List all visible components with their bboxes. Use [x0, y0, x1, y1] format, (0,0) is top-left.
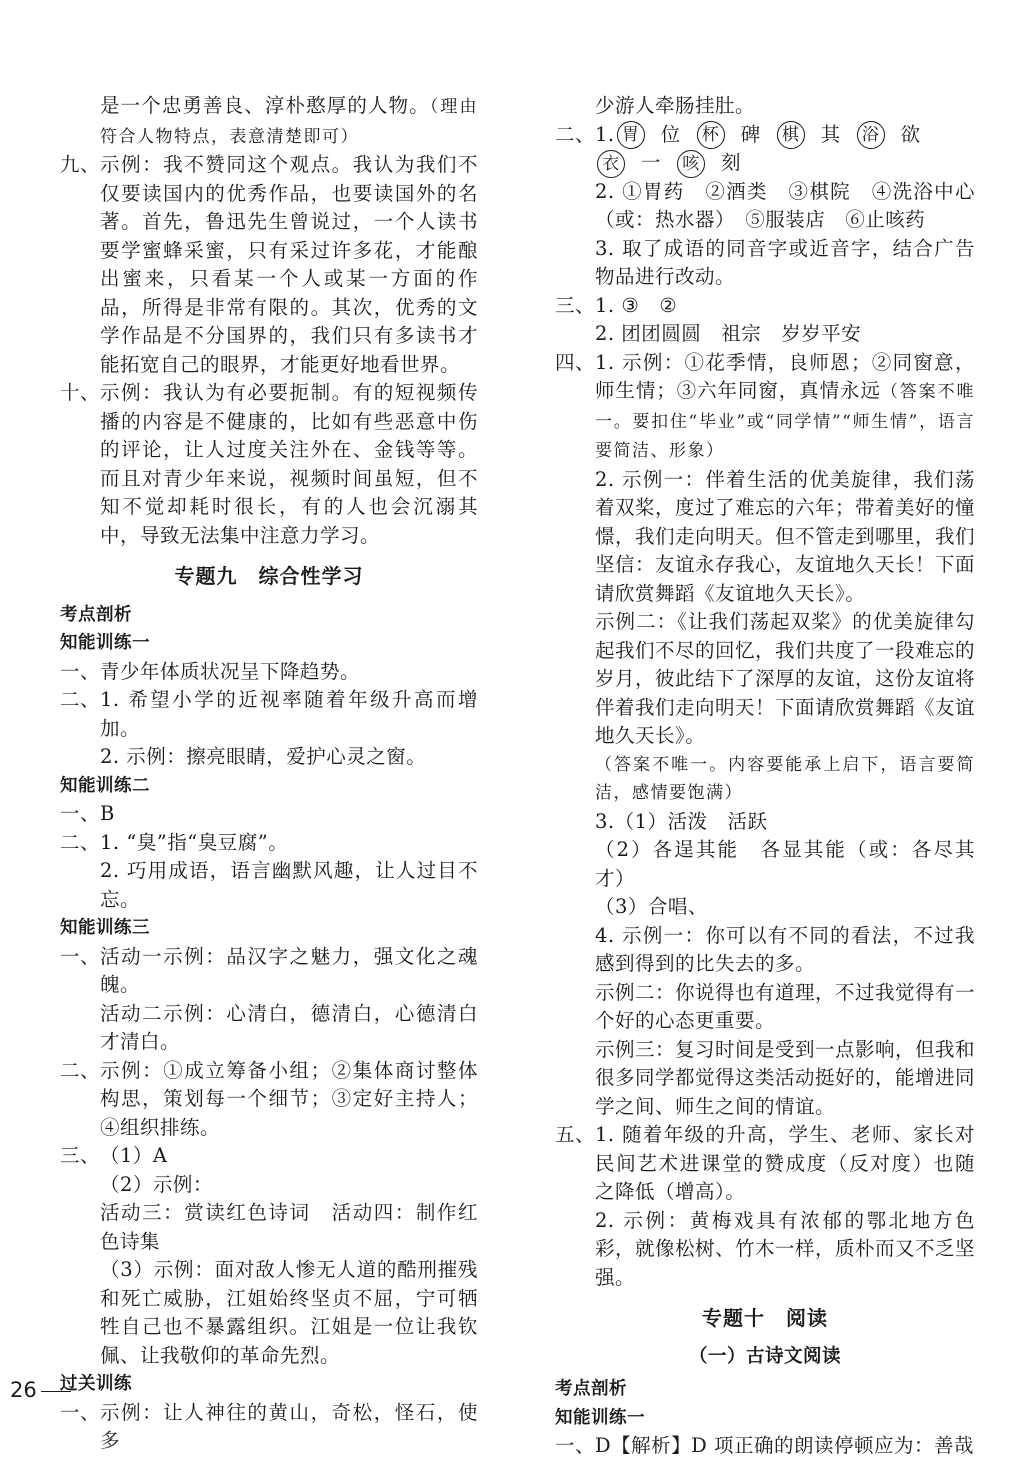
circled-char: 胃	[617, 121, 645, 149]
right-column	[555, 92, 975, 1461]
answer-4-4a: 4. 示例一：你可以有不同的看法，不过我感到得到的比失去的多。	[595, 923, 975, 975]
circled-char-row-1	[615, 123, 935, 146]
circled-char: 衣	[597, 150, 625, 178]
zn3-answer-3-2b: 活动三：赏读红色诗词 活动四：制作红色诗集	[100, 1201, 478, 1253]
continued-answer: 少游人牵肠挂肚。	[595, 94, 756, 117]
answer-4-3-2: （2）各逞其能 各显其能（或：各尽其才）	[595, 838, 975, 890]
plain-char: 其	[820, 122, 841, 146]
continued-answer: 是一个忠勇善良、淳朴憨厚的人物。（理由符合人物特点，表意清楚即可）	[100, 94, 478, 147]
answer-2-2: 2. ①胃药 ②酒类 ③棋院 ④洗浴中心（或：热水器） ⑤服装店 ⑥止咳药	[595, 179, 975, 231]
zn3-answer-1b: 活动二示例：心清白，德清白，心德清白才清白。	[100, 1001, 478, 1053]
circled-char: 咳	[677, 150, 705, 178]
answer-4-2-note: （答案不唯一。内容要能承上启下，语言要简洁，感情要饱满）	[595, 754, 975, 803]
answer-2-3: 3. 取了成语的同音字或近音字，结合广告物品进行改动。	[595, 236, 975, 288]
zn3-answer-3-2: （2）示例：	[100, 1172, 213, 1196]
heading-kaodian: 考点剖析	[60, 604, 132, 625]
heading-kaodian: 考点剖析	[555, 1379, 627, 1399]
zn3-answer-3: 三、 （1）A	[60, 1144, 168, 1167]
answer-3-2: 2. 团团圆圆 祖宗 岁岁平安	[595, 322, 862, 345]
zn1-answer-2: 二、 1. 希望小学的近视率随着年级升高而增加。	[60, 688, 478, 740]
heading-zn1: 知能训练一	[60, 633, 150, 653]
page-number: 26	[10, 1378, 71, 1402]
zn2-answer-2-2: 2. 巧用成语，语言幽默风趣，让人过目不忘。	[100, 859, 478, 911]
answer-4-3-3: （3）合唱、	[595, 895, 708, 918]
heading-guoguan: 过关训练	[60, 1374, 132, 1394]
answer-5: 五、 1. 随着年级的升高，学生、老师、家长对民间艺术进课堂的赞成度（反对度）也随之降低（增高）。	[555, 1123, 975, 1203]
circled-char: 浴	[857, 121, 885, 149]
plain-char: 一	[641, 151, 662, 174]
zn2-answer-1: 一、 B	[60, 802, 115, 825]
heading-zn3: 知能训练三	[60, 918, 150, 938]
zn3-answer-2: 二、 示例：①成立筹备小组；②集体商讨整体构思，策划每一个细节；③定好主持人；④组织排练。	[60, 1058, 478, 1139]
answer-4-2a: 2. 示例一：伴着生活的优美旋律，我们荡着双桨，度过了难忘的六年；带着美好的憧憬，我们走向明天。但不管走到哪里，我们坚信：友谊永存我心，友谊地久天长！下面请欣赏舞蹈《友谊地久天长》。	[595, 467, 976, 605]
answer-4-4c: 示例三：复习时间是受到一点影响，但我和很多同学都觉得这类活动挺好的，能增进同学之间、师生之间的情谊。	[595, 1037, 976, 1118]
plain-char: 刻	[721, 151, 742, 174]
zn3-answer-3-3: （3）示例：面对敌人惨无人道的酷刑摧残和死亡威胁，江姐始终坚贞不屈，宁可牺牲自己也不暴露组织。江姐是一位让我钦佩、让我敬仰的革命先烈。	[100, 1258, 478, 1367]
answer-4-2b: 示例二：《让我们荡起双桨》的优美旋律勾起我们不尽的回忆，我们共度了一段难忘的岁月，彼此结下了深厚的友谊，这份友谊将伴着我们走向明天！下面请欣赏舞蹈《友谊地久天长》。	[595, 610, 976, 747]
answer-4-3-1: 3.（1）活泼 活跃	[595, 809, 768, 833]
plain-char: 位	[660, 122, 681, 146]
circled-char: 棋	[777, 121, 805, 149]
last-answer-1: 一、 D【解析】D 项正确的朗读停顿应为：善哉	[555, 1434, 974, 1457]
section-10-title: 专题十 阅读	[702, 1306, 828, 1330]
plain-char: 碑	[740, 122, 761, 146]
heading-zn1: 知能训练一	[555, 1407, 645, 1428]
circled-char: 杯	[697, 121, 725, 149]
left-column	[60, 92, 478, 1456]
answer-10: 十、 示例：我认为有必要扼制。有的短视频传播的内容是不健康的，比如有些恶意中伤的评论，让人过度关注外在、金钱等等。而且对青少年来说，视频时间虽短，但不知不觉却耗时很长，有的人也会沉溺其中，导致无法集中注意力学习。	[60, 381, 478, 547]
answer-5-2: 2. 示例：黄梅戏具有浓郁的鄂北地方色彩，就像松树、竹木一样，质朴而又不乏坚强。	[595, 1208, 976, 1289]
subsection-title: （一）古诗文阅读	[688, 1345, 841, 1367]
section-9-title: 专题九 综合性学习	[174, 564, 364, 588]
plain-char: 欲	[900, 122, 921, 146]
answer-2-row-1: 二、 1. 胃 位 杯 碑 棋 其 浴 欲	[555, 121, 975, 150]
gg-answer-1: 一、 示例：让人神往的黄山，奇松，怪石，使多	[60, 1400, 478, 1452]
zn2-answer-2: 二、 1. “臭”指“臭豆腐”。	[60, 830, 289, 854]
answer-3: 三、 1. ③ ②	[555, 293, 678, 317]
circled-char-row-2	[555, 149, 975, 178]
answer-9: 九、 示例：我不赞同这个观点。我认为我们不仅要读国内的优秀作品，也要读国外的名著。首先，鲁迅先生曾说过，一个人读书要学蜜蜂采蜜，只有采过许多花，才能酿出蜜来，只看某一个人或某一方面的作品，所得是非常有限的。其次，优秀的文学作品是不分国界的，我们只有多读书才能拓宽自己的眼界，才能更好地看世界。	[60, 153, 478, 376]
zn1-answer-1: 一、 青少年体质状况呈下降趋势。	[60, 659, 361, 683]
heading-zn2: 知能训练二	[60, 775, 150, 796]
zn1-answer-2-2: 2. 示例：擦亮眼睛，爱护心灵之窗。	[100, 745, 427, 768]
answer-4-4b: 示例二：你说得也有道理，不过我觉得有一个好的心态更重要。	[595, 980, 976, 1032]
answer-4: 四、 1. 示例：①花季情，良师恩；②同窗意，师生情；③六年同窗，真情永远（答案不唯一。要扣住“毕业”或“同学情”“师生情”，语言要简洁、形象）	[555, 350, 975, 461]
zn3-answer-1: 一、 活动一示例：品汉字之魅力，强文化之魂魄。	[60, 944, 478, 996]
